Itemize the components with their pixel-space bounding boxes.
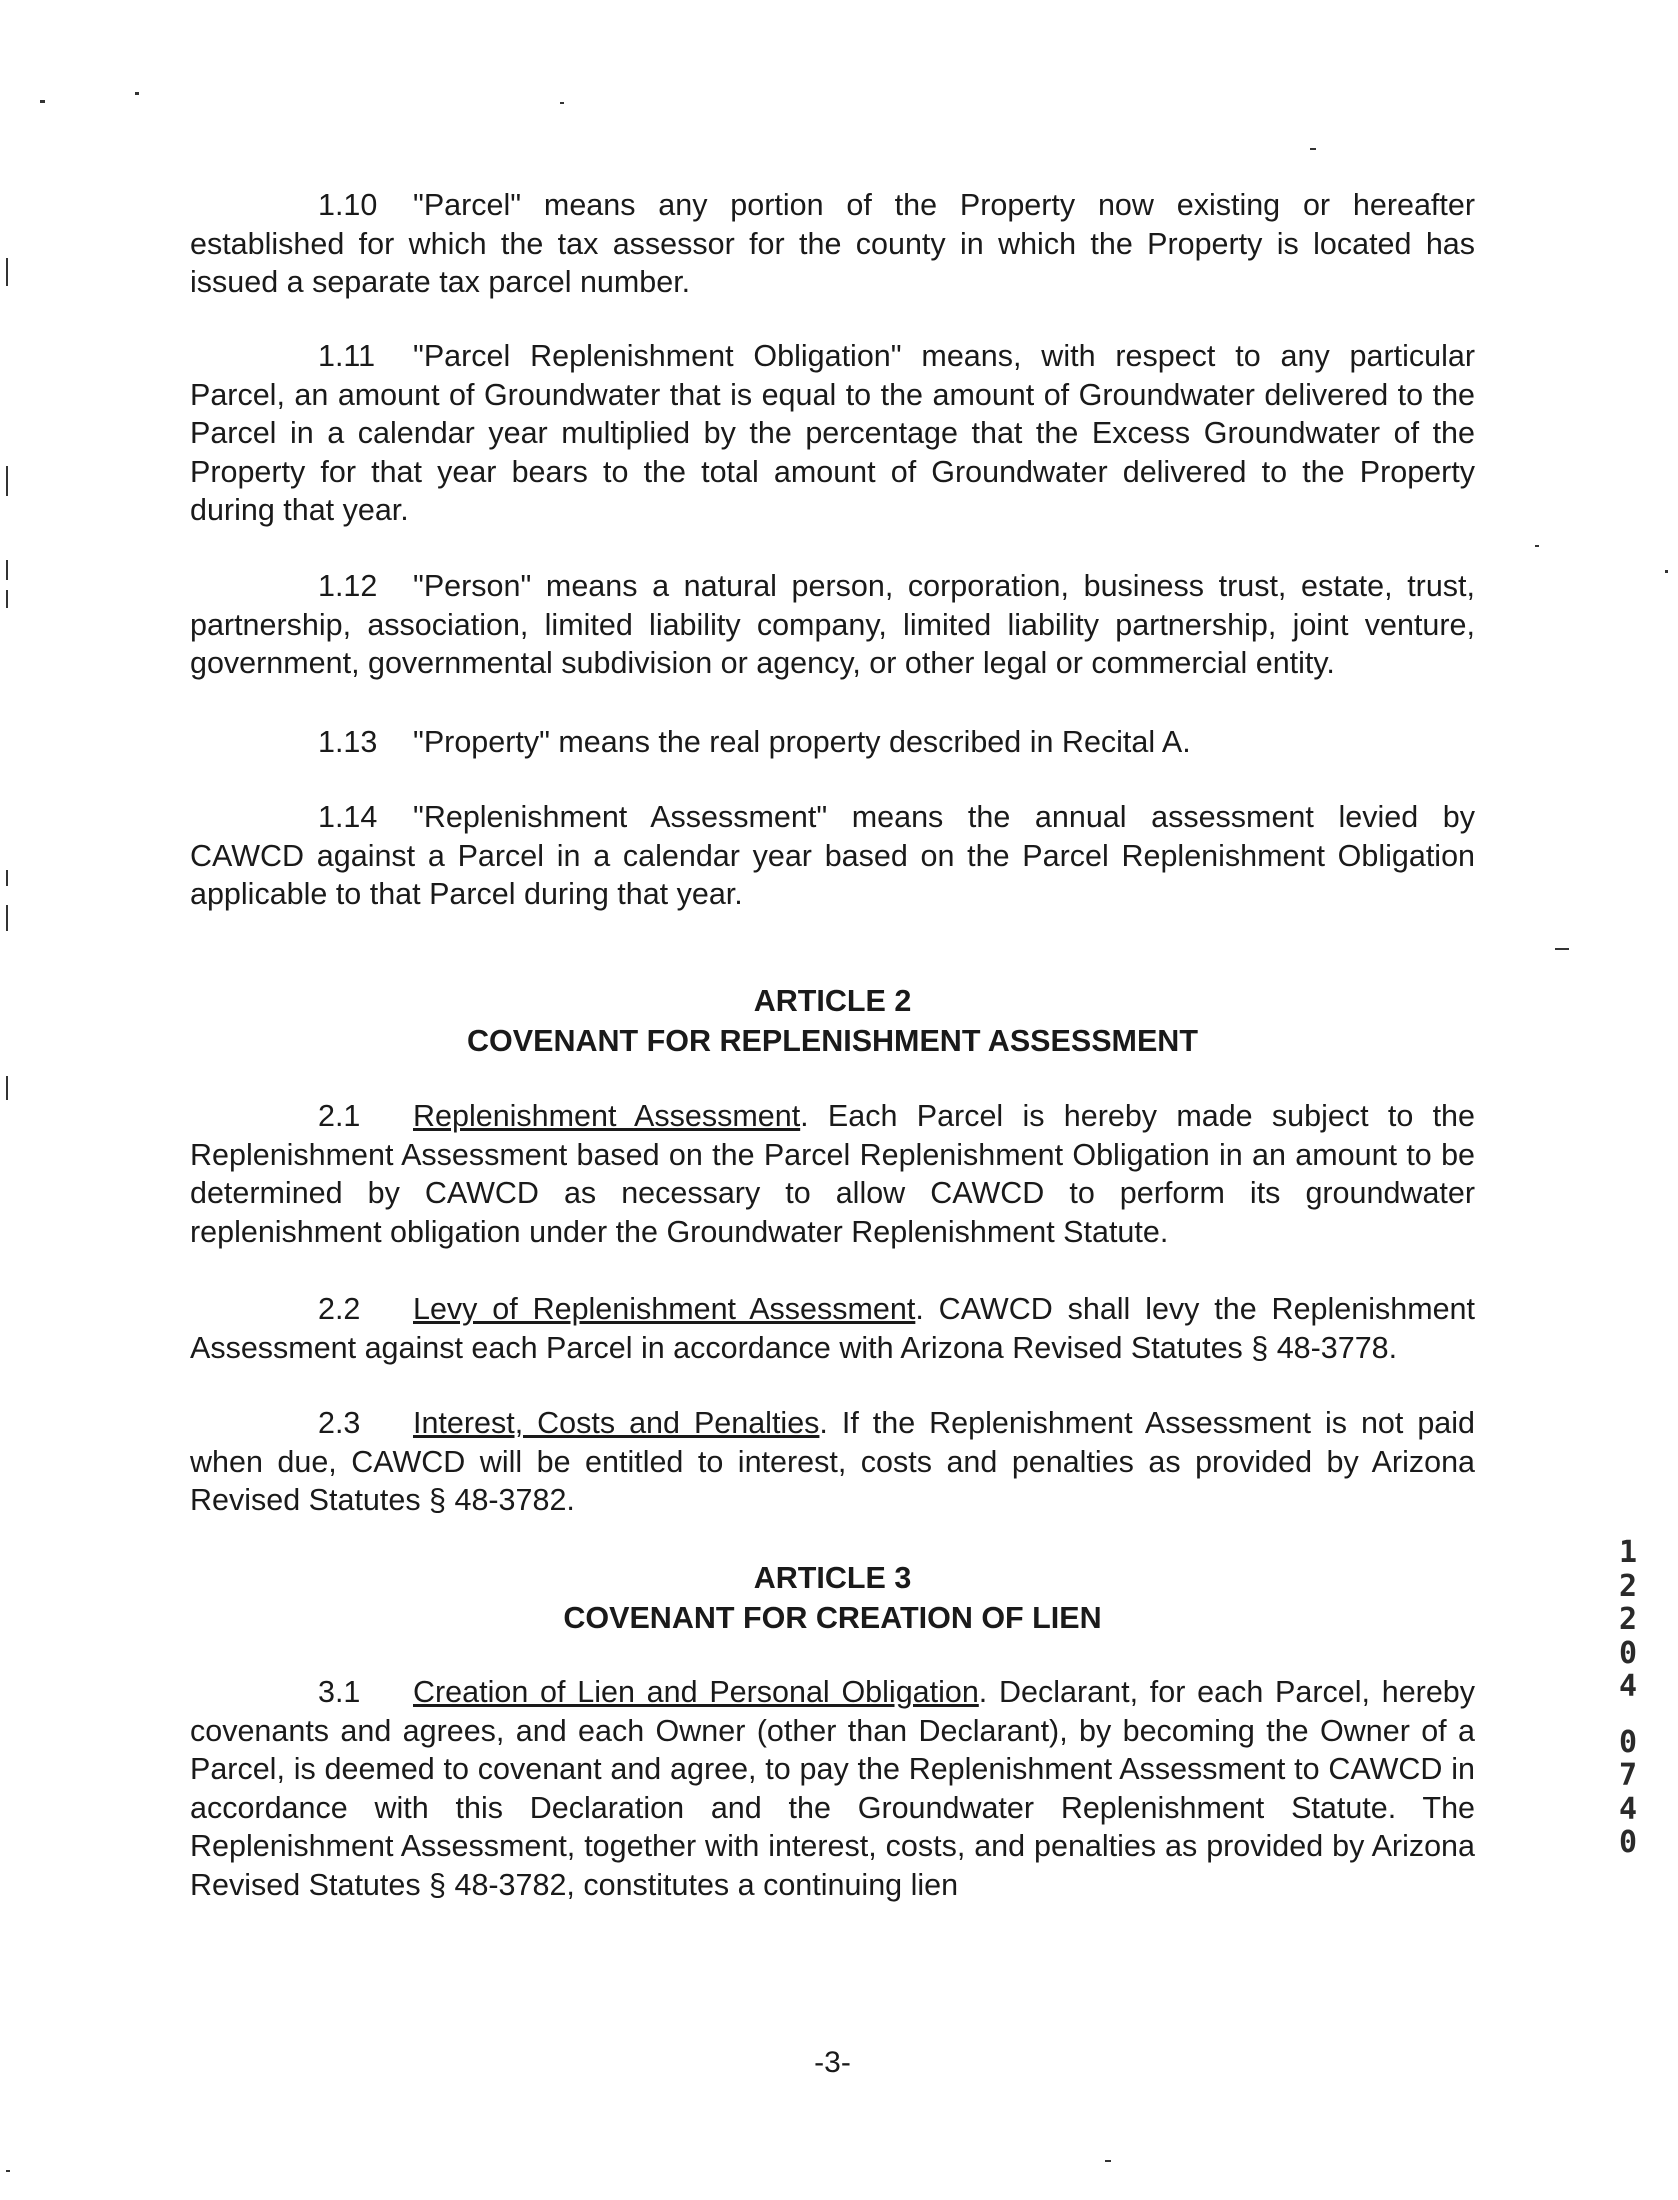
recording-digit: 4 [1618,1669,1638,1704]
definition-text: "Parcel Replenishment Obligation" means, with respect to any particular Parcel, an amount of Groundwater that is equal to the amount of Groundwater delivered to the Parcel in a calendar year multiplied by the percentage that the Excess Groundwater of the Property for that year bears to the total amount of Groundwater delivered to the Property during that year. [190,339,1475,527]
section-caption: Creation of Lien and Personal Obligation [413,1675,979,1709]
section-caption: Interest, Costs and Penalties [413,1406,820,1440]
definition-text: "Property" means the real property described in Recital A. [413,725,1191,759]
definition-1-12 [190,567,1475,683]
article-2-title: COVENANT FOR REPLENISHMENT ASSESSMENT [467,1024,1198,1058]
scan-artifact [1555,948,1569,950]
recording-digit: 4 [1618,1791,1638,1827]
section-number: 1.13 [318,725,378,759]
scan-artifact [1105,2160,1111,2162]
scan-artifact [560,102,564,104]
section-number: 1.12 [318,569,378,603]
scan-artifact [1535,545,1539,547]
section-text: . If the Replenishment Assessment is not paid when due, CAWCD will be entitled to interest, costs and penalties as provided by Arizona Revised Statutes § 48-3782. [190,1406,1475,1517]
definition-text: "Parcel" means any portion of the Property now existing or hereafter established for which the tax assessor for the county in which the Property is located has issued a separate tax parcel number. [190,188,1475,299]
scan-artifact [6,590,8,608]
definition-1-13 [190,723,1475,762]
definition-text: "Person" means a natural person, corporation, business trust, estate, trust, partnership, association, limited liability company, limited liability partnership, joint venture, government, governmental subdivision or agency, or other legal or commercial entity. [190,569,1475,680]
scan-artifact [6,905,8,931]
recording-digit: 1 [1618,1535,1638,1570]
definition-text: "Replenishment Assessment" means the annual assessment levied by CAWCD against a Parcel in a calendar year based on the Parcel Replenishment Obligation applicable to that Parcel during that year. [190,800,1475,911]
section-number: 2.2 [318,1292,361,1326]
scan-artifact [1310,148,1316,150]
recording-digit: 0 [1618,1635,1638,1671]
definition-1-11 [190,337,1475,530]
article-3-heading: ARTICLE 3 [753,1561,912,1595]
recording-digit: 0 [1618,1724,1638,1760]
recording-digit: 7 [1618,1758,1638,1793]
scan-artifact [6,870,8,886]
scan-artifact [135,92,139,95]
scan-artifact [6,258,8,286]
section-number: 2.1 [318,1099,361,1133]
section-caption: Replenishment Assessment [413,1099,801,1133]
definition-1-10 [190,186,1475,302]
section-3-1 [190,1673,1475,1904]
section-text: . Each Parcel is hereby made subject to the Replenishment Assessment based on the Parcel Replenishment Obligation in an amount to be determined by CAWCD as necessary to allow CAWCD to perform its groundwater replenishment obligation under the Groundwater Replenishment Statute. [190,1099,1475,1249]
scan-artifact [40,100,45,103]
section-2-1 [190,1097,1475,1251]
scan-artifact [6,1076,8,1100]
section-text: . CAWCD shall levy the Replenishment Assessment against each Parcel in accordance with Arizona Revised Statutes § 48-3778. [190,1292,1475,1365]
recording-digit: 0 [1618,1825,1638,1860]
scan-artifact [6,2170,10,2172]
scan-artifact [6,466,8,496]
recording-digit: 2 [1618,1568,1638,1604]
section-number: 1.11 [318,339,376,373]
scan-artifact [6,560,8,580]
definition-1-14 [190,798,1475,914]
recording-number [1608,1536,1648,1860]
page-number: -3- [814,2046,851,2079]
section-number: 1.10 [318,188,378,222]
section-2-3 [190,1404,1475,1520]
article-3-title: COVENANT FOR CREATION OF LIEN [563,1601,1102,1635]
recording-digit: 2 [1618,1602,1638,1637]
recording-gap [1608,1704,1648,1726]
section-2-2 [190,1290,1475,1367]
section-number: 2.3 [318,1406,361,1440]
section-number: 1.14 [318,800,378,834]
section-text: . Declarant, for each Parcel, hereby covenants and agrees, and each Owner (other than Declarant), by becoming the Owner of a Parcel, is deemed to covenant and agree, to pay the Replenishment Assessment to CAWCD in accordance with this Declaration and the Groundwater Replenishment Statute. The Replenishment Assessment, together with interest, costs, and penalties as provided by Arizona Revised Statutes § 48-3782, constitutes a continuing lien [190,1675,1475,1902]
scan-artifact [1665,570,1668,573]
section-caption: Levy of Replenishment Assessment [413,1292,916,1326]
section-number: 3.1 [318,1675,361,1709]
article-2-heading: ARTICLE 2 [753,984,912,1018]
